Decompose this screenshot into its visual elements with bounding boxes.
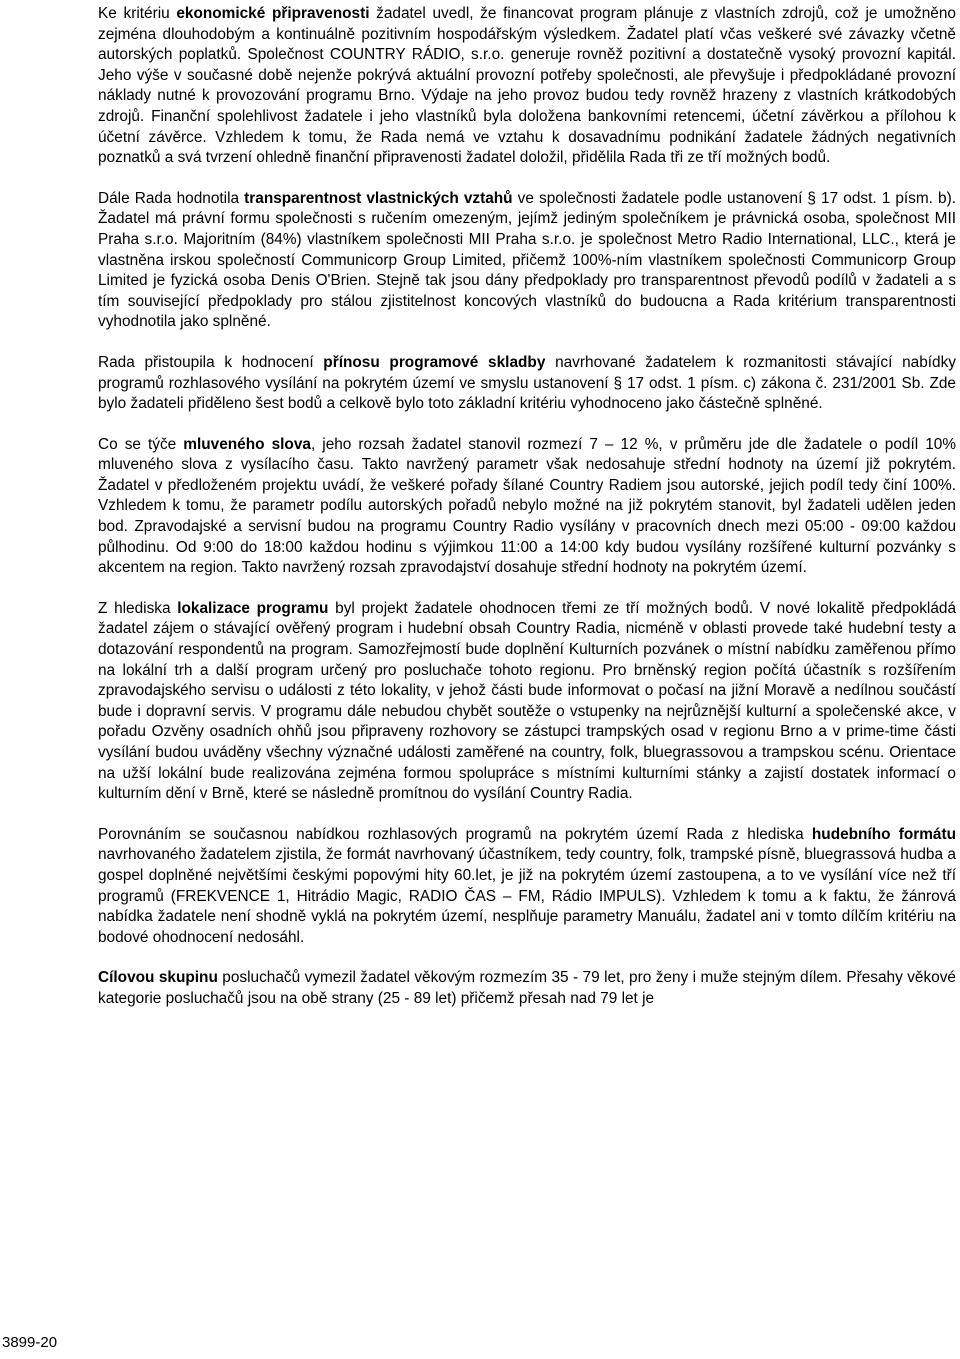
text-segment: Ke kritériu (98, 5, 177, 22)
bold-term-target-group: Cílovou skupinu (98, 969, 218, 987)
paragraph-program-contribution (98, 353, 956, 415)
text-segment: Co se týče (98, 435, 184, 453)
text-segment: posluchačů vymezil žadatel věkovým rozmezím 35 - 79 let, pro ženy i muže stejným dílem. Přesahy věkové kategorie posluchačů jsou na obě strany (25 - 89 let) přičemž přesah nad 79 let je (98, 969, 956, 1007)
paragraph-program-localization (98, 599, 956, 805)
text-segment: byl projekt žadatele ohodnocen třemi ze tří možných bodů. V nové lokalitě předpokládá žadatel zájem o stávající ověřený program i hudební obsah Country Radia, nicméně v oblasti provede také hudební testy a dotazování respondentů na program. Samozřejmostí bude doplnění Kulturních pozvánek o místní nabídku zaměřenou přímo na lokální trh a další program určený pro posluchače tohoto regionu. Pro brněnský region počítá účastník s rozšířením zpravodajského servisu o události z této lokality, v jehož části bude informovat o počasí na jižní Moravě a nedílnou součástí bude i dopravní servis. V programu dále nebudou chybět soutěže o vstupenky na nejrůznější kulturní a společenské akce, v pořadu Ozvěny osadních ohňů jsou připraveny rozhovory se zástupci trampských osad v regionu Brno a v prime-time části vysílání budou uváděny všechny význačné události zaměřené na country, folk, bluegrassovou a trampskou scénu. Orientace na užší lokální bude realizována zejména formou spolupráce s místními kulturními stánky a zajistí dostatek informací o kulturním dění v Brně, které se následně promítnou do vysílání Country Radia. (98, 599, 957, 803)
text-segment: Z hlediska (98, 599, 178, 617)
bold-term-ownership-transparency: transparentnost vlastnických vztahů (244, 189, 513, 207)
paragraph-spoken-word (98, 435, 956, 579)
text-segment: Dále Rada hodnotila (98, 189, 245, 207)
bold-term-program-localization: lokalizace programu (177, 599, 329, 617)
text-segment: ve společnosti žadatele podle ustanovení § 17 odst. 1 písm. b). Žadatel má právní formu společnosti s ručením omezeným, jejímž jediným společníkem je právnická osoba, společnost MII Praha s.r.o. Majoritním (84%) vlastníkem společnosti MII Praha s.r.o. je společnost Metro Radio International, LLC., která je vlastněna irskou společností Communicorp Group Limited, přičemž 100%-ním vlastníkem společnosti Communicorp Group Limited je fyzická osoba Denis O'Brien. Stejně tak jsou dány předpoklady pro transparentnost převodů podílů v žadateli a s tím související předpoklady pro stálou zjistitelnost koncových vlastníků do budoucna a Rada kritérium transparentnosti vyhodnotila jako splněné. (98, 189, 956, 331)
bold-term-music-format: hudebního formátu (811, 825, 956, 843)
paragraph-ownership-transparency (98, 189, 956, 333)
text-segment: Porovnáním se současnou nabídkou rozhlasových programů na pokrytém území Rada z hlediska (98, 825, 812, 843)
bold-term-spoken-word: mluveného slova (183, 435, 311, 453)
text-segment: navrhované žadatelem k rozmanitosti stávající nabídky programů rozhlasového vysílání na pokrytém území ve smyslu ustanovení § 17 odst. 1 písm. c) zákona č. 231/2001 Sb. Zde bylo žadateli přiděleno šest bodů a celkově bylo toto základní kritériu vyhodnoceno jako částečně splněné. (98, 353, 956, 413)
text-segment: navrhovaného žadatelem zjistila, že formát navrhovaný účastníkem, tedy country, folk, trampské písně, bluegrassová hudba a gospel doplněné největšími českými popovými hity 60.let, je již na pokrytém území zastoupena, a to ve vysílání více než tří programů (FREKVENCE 1, Hitrádio Magic, RADIO ČAS – FM, Rádio IMPULS). Vzhledem k tomu a k faktu, že žánrová nabídka žadatele není shodně vyklá na pokrytém území, nesplňuje parametry Manuálu, žadatel ani v tomto dílčím kritériu na bodové ohodnocení nedosáhl. (98, 846, 956, 946)
paragraph-target-group (98, 968, 956, 1009)
bold-term-economic-readiness: ekonomické připravenosti (176, 5, 370, 22)
text-segment: žadatel uvedl, že financovat program plánuje z vlastních zdrojů, což je umožněno zejména dlouhodobým a kontinuálně pozitivním hospodářským výsledkem. Žadatel platí včas veškeré své závazky včetně autorských poplatků. Společnost COUNTRY RÁDIO, s.r.o. generuje rovněž pozitivní a dostatečně vysoký provozní kapitál. Jeho výše v současné době nejenže pokrývá aktuální provozní potřeby společnosti, ale převyšuje i předpokládané provozní náklady nutné k provozování programu Brno. Výdaje na jeho provoz budou tedy rovněž hrazeny z vlastních krátkodobých zdrojů. Finanční spolehlivost žadatele i jeho vlastníků byla doložena bankovními retencemi, účetní závěrkou a přílohou k účetní závěrce. Vzhledem k tomu, že Rada nemá ve vztahu k dosavadnímu podnikání žadatele žádných negativních poznatků a svá tvrzení ohledně finanční připravenosti žadatel doložil, přidělila Rada tři ze tří možných bodů. (98, 5, 956, 167)
page-footer-code: 3899-20 (2, 1334, 58, 1351)
bold-term-program-contribution: přínosu programové skladby (323, 353, 546, 371)
text-segment: Rada přistoupila k hodnocení (98, 353, 324, 371)
document-page (98, 4, 956, 1010)
text-segment: , jeho rozsah žadatel stanovil rozmezí 7 – 12 %, v průměru jde dle žadatele o podíl 10% mluveného slova z vysílacího času. Takto navržený parametr však nedosahuje střední hodnoty na území již pokrytém. Žadatel v předloženém projektu uvádí, že veškeré pořady šílané Country Radiem jsou autorské, jejich podíl tedy činí 100%. Vzhledem k tomu, že parametr podílu autorských pořadů nebylo možné na již pokrytém stanovit, byl žadateli udělen jeden bod. Zpravodajské a servisní budou na programu Country Radio vysílány v pracovních dnech mezi 05:00 - 09:00 každou půlhodinu. Od 9:00 do 18:00 každou hodinu s výjimkou 11:00 a 14:00 kdy budou vysílány rozšířené kulturní pozvánky s akcentem na region. Takto navržený rozsah zpravodajství dosahuje střední hodnoty na pokrytém území. (98, 435, 957, 577)
paragraph-economic-readiness (98, 4, 956, 169)
paragraph-music-format (98, 825, 956, 949)
